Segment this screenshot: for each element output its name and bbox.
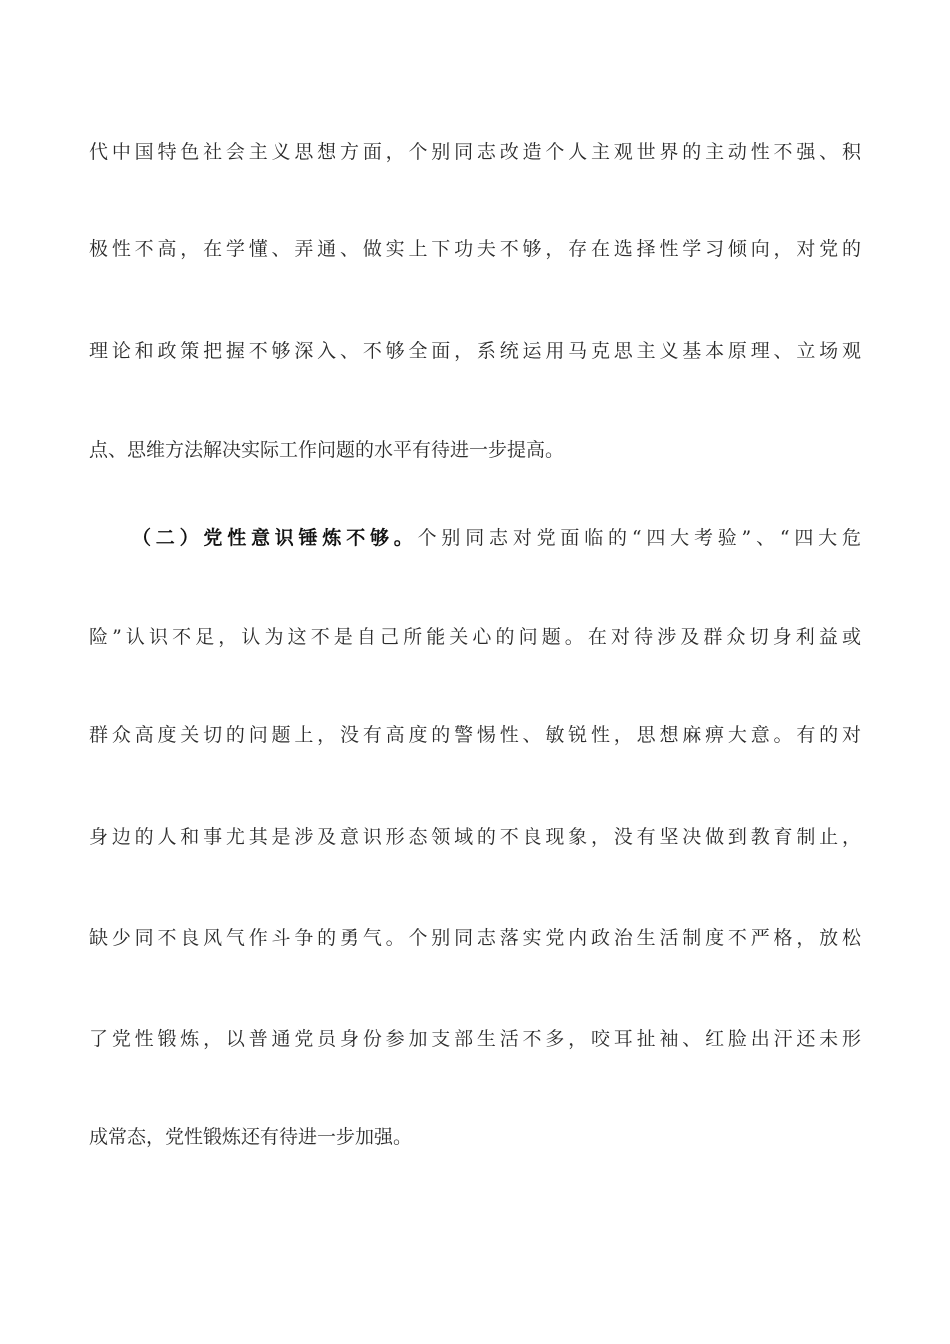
section-heading: （二）党性意识锤炼不够。: [132, 527, 418, 549]
paragraph2-line-6: 了党性锻炼，以普通党员身份参加支部生活不多，咬耳扯袖、红脸出汗还未形: [89, 1028, 861, 1050]
paragraph2-line-5: 缺少同不良风气作斗争的勇气。个别同志落实党内政治生活制度不严格，放松: [89, 927, 861, 949]
paragraph2-line-7: 成常态，党性锻炼还有待进一步加强。: [89, 1126, 413, 1148]
paragraph2-line-1-text: 个别同志对党面临的“四大考验”、“四大危: [417, 527, 861, 549]
paragraph2-line-1: [132, 520, 861, 556]
paragraph1-line-4: 点、思维方法解决实际工作问题的水平有待进一步提高。: [89, 439, 565, 461]
paragraph1-line-1: 代中国特色社会主义思想方面，个别同志改造个人主观世界的主动性不强、积: [89, 141, 861, 163]
paragraph1-line-3: 理论和政策把握不够深入、不够全面，系统运用马克思主义基本原理、立场观: [89, 340, 861, 362]
paragraph2-line-3: 群众高度关切的问题上，没有高度的警惕性、敏锐性，思想麻痹大意。有的对: [89, 724, 861, 746]
paragraph1-line-2: 极性不高，在学懂、弄通、做实上下功夫不够，存在选择性学习倾向，对党的: [89, 238, 861, 260]
paragraph2-line-4: 身边的人和事尤其是涉及意识形态领域的不良现象，没有坚决做到教育制止，: [89, 826, 861, 848]
paragraph2-line-2: 险”认识不足，认为这不是自己所能关心的问题。在对待涉及群众切身利益或: [89, 626, 861, 648]
